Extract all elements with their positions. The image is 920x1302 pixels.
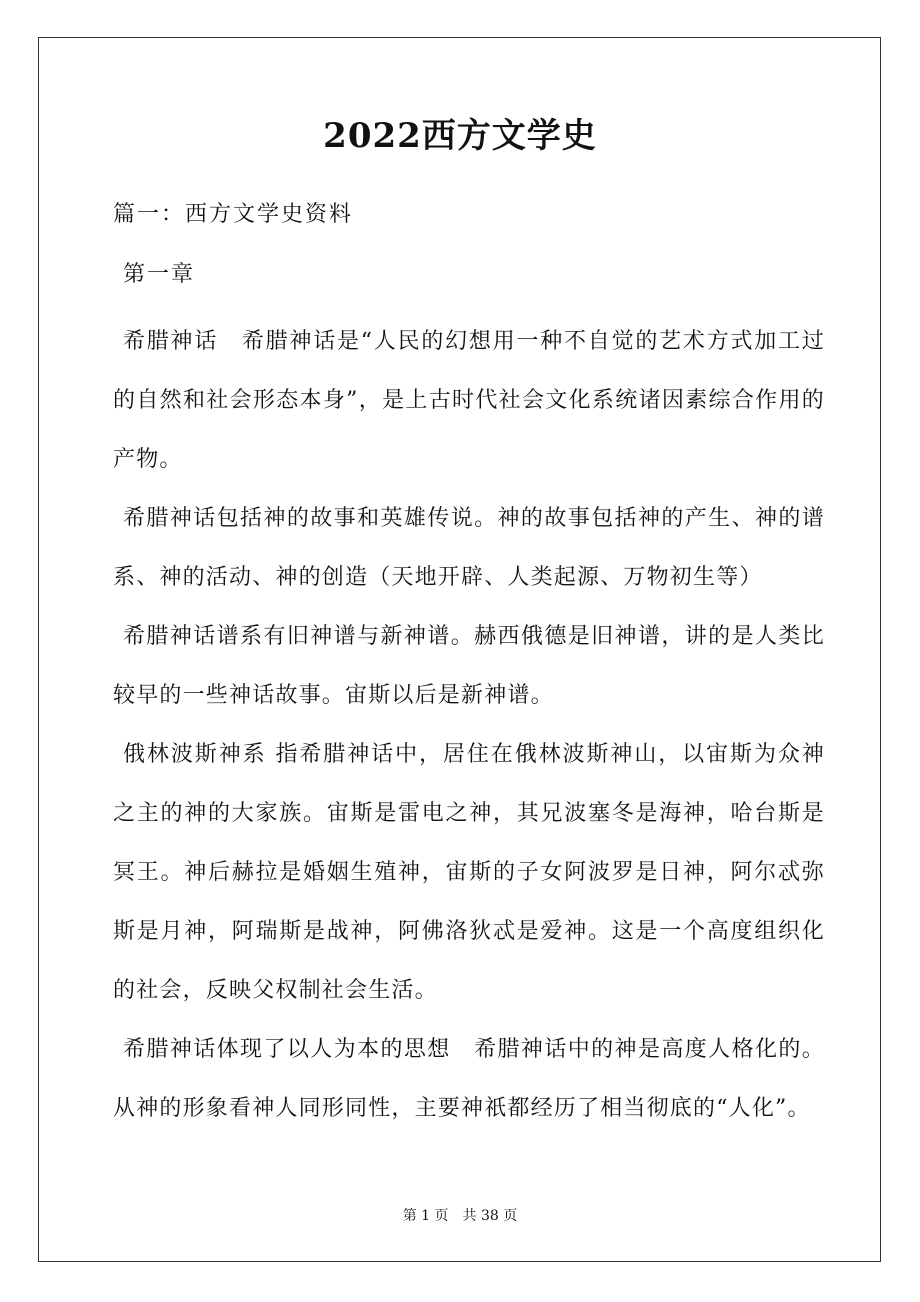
section-heading: 篇一：西方文学史资料 bbox=[113, 202, 354, 227]
chapter-heading: 第一章 bbox=[123, 262, 196, 287]
body-text bbox=[113, 312, 825, 1138]
paragraph-olympian-gods: 俄林波斯神系 指希腊神话中，居住在俄林波斯神山，以宙斯为众神之主的神的大家族。宙斯是雷电之神，其兄波塞冬是海神，哈台斯是冥王。神后赫拉是婚姻生殖神，宙斯的子女阿波罗是日神，阿尔忒弥斯是月神，阿瑞斯是战神，阿佛洛狄忒是爱神。这是一个高度组织化的社会，反映父权制社会生活。 bbox=[113, 742, 825, 1003]
paragraph-humanism: 希腊神话体现了以人为本的思想 希腊神话中的神是高度人格化的。从神的形象看神人同形同性，主要神祇都经历了相当彻底的“人化”。 bbox=[113, 1037, 825, 1121]
page-number-footer: 第 1 页 共 38 页 bbox=[402, 1208, 518, 1224]
paragraph-greek-myth-definition: 希腊神话 希腊神话是“人民的幻想用一种不自觉的艺术方式加工过的自然和社会形态本身”，是上古时代社会文化系统诸因素综合作用的产物。 bbox=[113, 329, 825, 472]
paragraph-myth-contents: 希腊神话包括神的故事和英雄传说。神的故事包括神的产生、神的谱系、神的活动、神的创造（天地开辟、人类起源、万物初生等） bbox=[113, 506, 825, 590]
paragraph-genealogy: 希腊神话谱系有旧神谱与新神谱。赫西俄德是旧神谱，讲的是人类比较早的一些神话故事。宙斯以后是新神谱。 bbox=[113, 624, 825, 708]
document-title: 2022西方文学史 bbox=[323, 116, 597, 156]
